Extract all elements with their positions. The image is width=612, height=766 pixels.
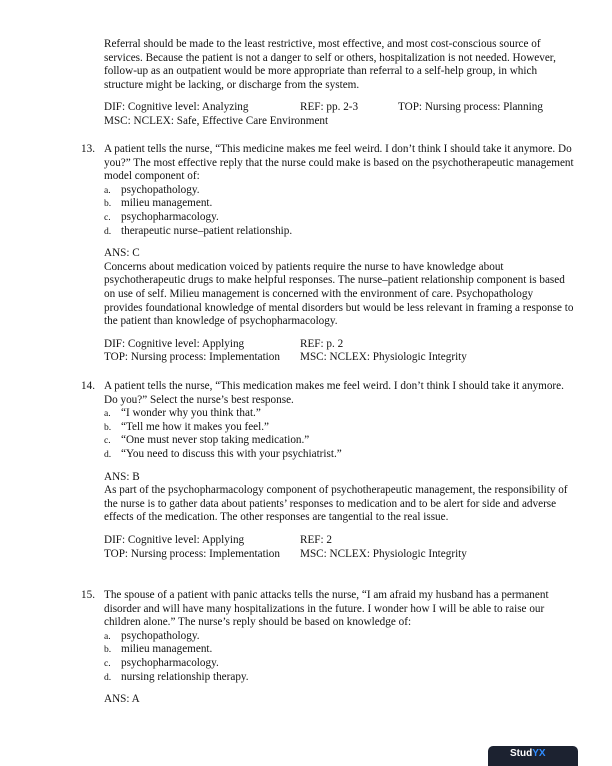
question-14-meta-row-2 bbox=[104, 548, 574, 562]
question-14-msc: MSC: NCLEX: Physiologic Integrity bbox=[300, 547, 467, 560]
question-13-dif: DIF: Cognitive level: Applying bbox=[104, 337, 245, 350]
question-13-stem: A patient tells the nurse, “This medicine makes me feel weird. I don’t think I should take it anymore. Do you?” The most effective reply that the nurse could make is based on the psychotherapeutic management model component of: bbox=[104, 143, 574, 183]
question-14-ref: REF: 2 bbox=[300, 533, 333, 546]
question-14-number: 14. bbox=[81, 380, 95, 392]
watermark-logo-accent: YX bbox=[532, 748, 546, 759]
intro-dif: DIF: Cognitive level: Analyzing bbox=[104, 101, 249, 114]
question-14-option-d: d. “You need to discuss this with your psychiatrist.” bbox=[104, 447, 342, 460]
question-13-answer: ANS: C bbox=[104, 247, 140, 260]
question-14-stem: A patient tells the nurse, “This medication makes me feel weird. I don’t think I should take it anymore. Do you?” Select the nurse’s best response. bbox=[104, 380, 564, 406]
question-13-ref: REF: p. 2 bbox=[300, 337, 344, 350]
watermark-logo-text: Stud bbox=[510, 748, 533, 759]
question-14 bbox=[104, 380, 574, 561]
question-14-top: TOP: Nursing process: Implementation bbox=[104, 547, 280, 560]
intro-rationale-block bbox=[104, 38, 574, 129]
intro-msc: MSC: NCLEX: Safe, Effective Care Environment bbox=[104, 114, 329, 127]
question-15 bbox=[104, 589, 574, 707]
question-14-meta-row-1 bbox=[104, 534, 574, 548]
question-13-option-c: c. psychopharmacology. bbox=[104, 210, 219, 223]
question-13-meta-row-1 bbox=[104, 338, 574, 352]
question-14-dif: DIF: Cognitive level: Applying bbox=[104, 533, 245, 546]
watermark-logo-badge[interactable] bbox=[488, 746, 578, 766]
question-15-answer: ANS: A bbox=[104, 693, 140, 706]
question-13-option-d: d. therapeutic nurse–patient relationship. bbox=[104, 224, 293, 237]
question-14-answer: ANS: B bbox=[104, 470, 140, 483]
question-15-option-d: d. nursing relationship therapy. bbox=[104, 670, 249, 683]
question-13-option-b: b. milieu management. bbox=[104, 197, 213, 210]
question-14-rationale: As part of the psychopharmacology component of psychotherapeutic management, the responsibility of the nurse is to gather data about patients’ responses to medication and to be alert for side and adverse effects of the medication. The other responses are tangential to the real issue. bbox=[104, 484, 568, 524]
question-13-msc: MSC: NCLEX: Physiologic Integrity bbox=[300, 351, 467, 364]
question-14-option-c: c. “One must never stop taking medication.” bbox=[104, 434, 310, 447]
question-13-number: 13. bbox=[81, 143, 95, 155]
intro-rationale: Referral should be made to the least restrictive, most effective, and most cost-conscious source of services. Because the patient is not a danger to self or others, hospitalization is not needed. However, follow-up as an outpatient would be more appropriate than referral to a self-help group, in which structure might be lacking, or discharge from the system. bbox=[104, 38, 556, 91]
question-15-option-c: c. psychopharmacology. bbox=[104, 656, 219, 669]
intro-top: TOP: Nursing process: Planning bbox=[398, 101, 543, 114]
question-13-rationale: Concerns about medication voiced by patients require the nurse to have knowledge about psychotherapeutic drugs to make helpful responses. The nurse–patient relationship component is based on use of self. Milieu management is concerned with the environment of care. Psychopathology provides foundational knowledge of mental disorders but would be less relevant in framing a response to the patient than knowledge of psychopharmacology. bbox=[104, 260, 574, 328]
question-15-option-a: a. psychopathology. bbox=[104, 629, 200, 642]
question-14-option-a: a. “I wonder why you think that.” bbox=[104, 407, 261, 420]
question-15-option-b: b. milieu management. bbox=[104, 643, 213, 656]
intro-meta-row-2 bbox=[104, 115, 574, 129]
question-13 bbox=[104, 143, 574, 365]
intro-ref: REF: pp. 2-3 bbox=[300, 101, 359, 114]
intro-meta-row-1 bbox=[104, 101, 574, 115]
question-15-stem: The spouse of a patient with panic attacks tells the nurse, “I am afraid my husband has a permanent disorder and will have many hospitalizations in the future. I wonder how I will be able to raise our children alone.” The nurse’s reply should be based on knowledge of: bbox=[104, 589, 549, 629]
question-13-meta-row-2 bbox=[104, 351, 574, 365]
question-13-option-a: a. psychopathology. bbox=[104, 183, 200, 196]
question-15-number: 15. bbox=[81, 589, 95, 601]
question-13-top: TOP: Nursing process: Implementation bbox=[104, 351, 280, 364]
question-14-option-b: b. “Tell me how it makes you feel.” bbox=[104, 420, 270, 433]
